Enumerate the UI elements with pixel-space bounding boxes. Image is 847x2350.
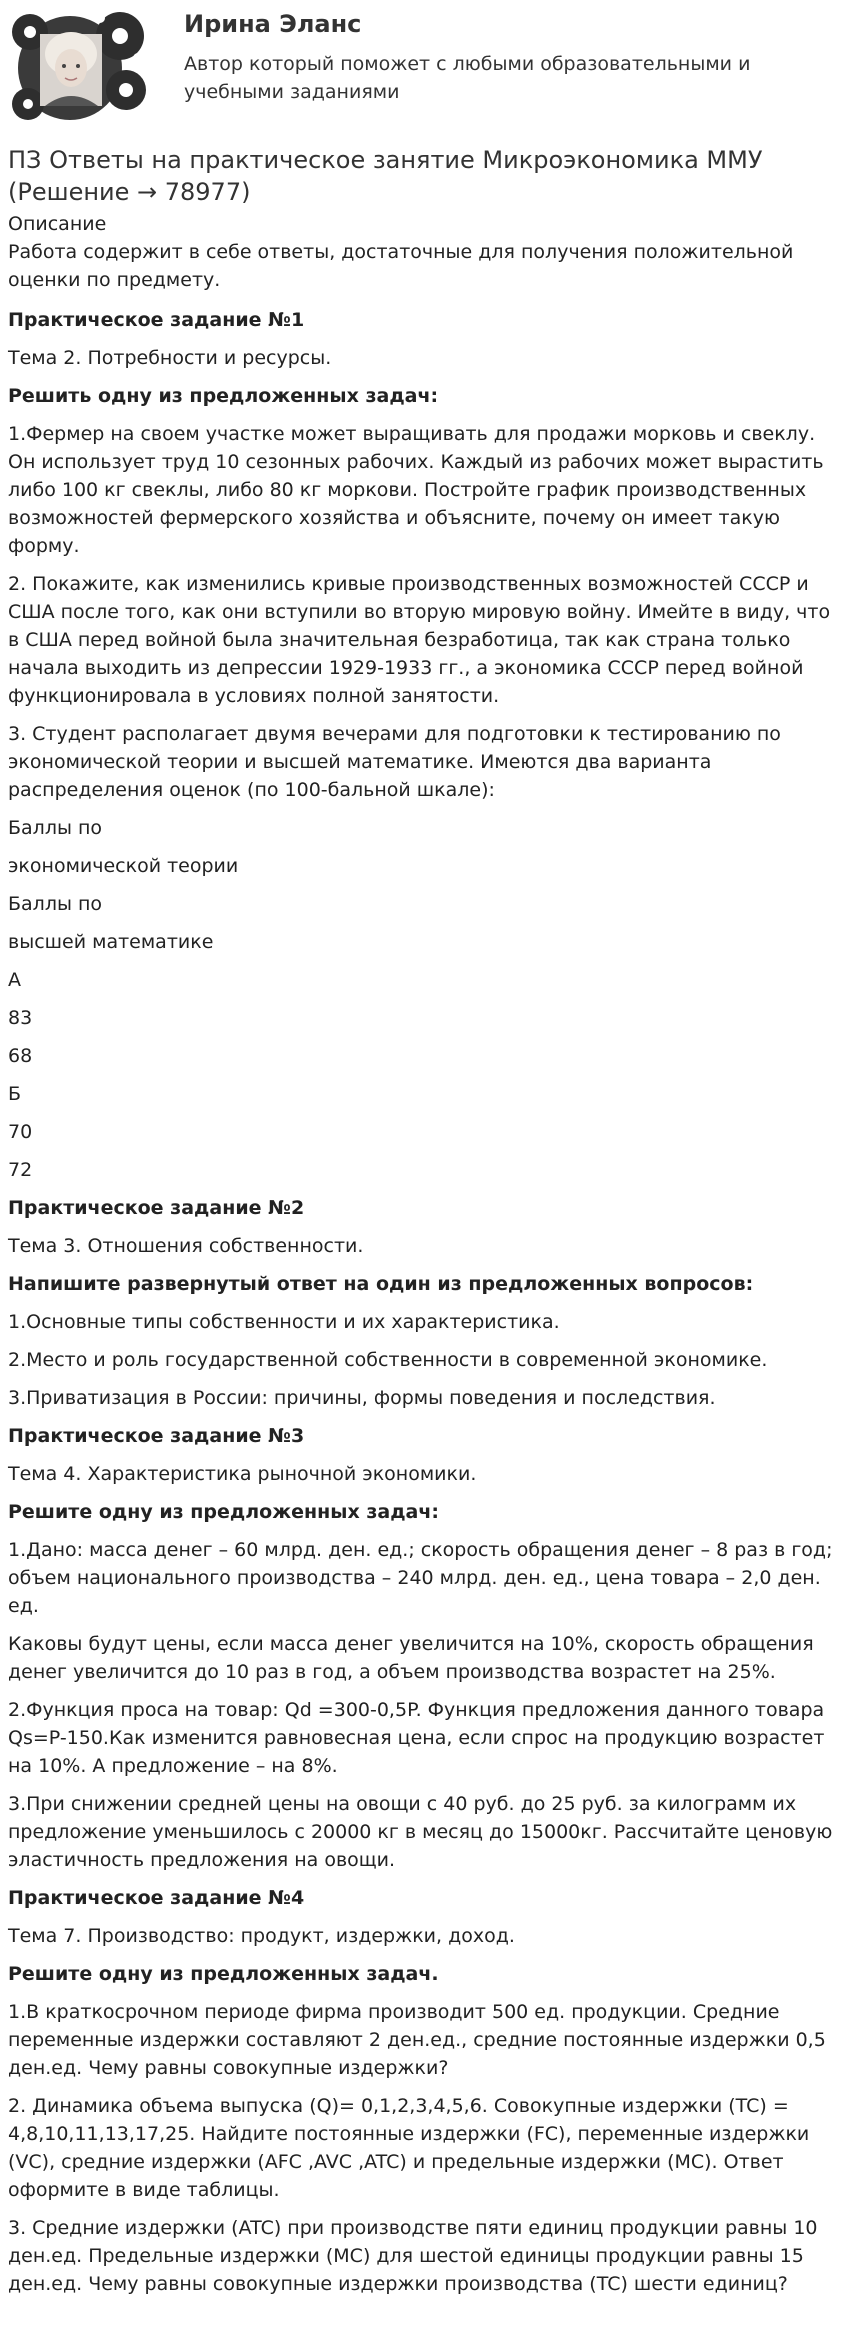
paragraph: 70 — [8, 1121, 33, 1143]
section-heading: Практическое задание №2 — [8, 1197, 305, 1219]
paragraph: Тема 2. Потребности и ресурсы. — [8, 347, 332, 369]
paragraph: экономической теории — [8, 855, 239, 877]
section-heading: Практическое задание №4 — [8, 1887, 305, 1909]
section-heading: Решить одну из предложенных задач: — [8, 385, 439, 407]
paragraph: 3. Студент располагает двумя вечерами для подготовки к тестированию по экономической теории и высшей математике. Имеются два варианта распределения оценок (по 100-бальной шкале): — [8, 723, 781, 801]
paragraph: 83 — [8, 1007, 33, 1029]
paragraph: 2.Функция проса на товар: Qd =300-0,5P. Функция предложения данного товара Qs=P-150.Как изменится равновесная цена, если спрос на продукцию возрастет на 10%. А предложение – на 8%. — [8, 1699, 825, 1777]
paragraph: 1.Основные типы собственности и их характеристика. — [8, 1311, 560, 1333]
section-heading: Практическое задание №3 — [8, 1425, 305, 1447]
paragraph: Каковы будут цены, если масса денег увеличится на 10%, скорость обращения денег увеличится до 10 раз в год, а объем производства возрастет на 25%. — [8, 1633, 814, 1683]
description-label: Описание — [8, 213, 107, 235]
paragraph: Б — [8, 1083, 22, 1105]
paragraph: Баллы по — [8, 893, 103, 915]
paragraph: 3.Приватизация в России: причины, формы поведения и последствия. — [8, 1387, 716, 1409]
paragraph: 1.Фермер на своем участке может выращивать для продажи морковь и свеклу. Он использует труд 10 сезонных рабочих. Каждый из рабочих может вырастить либо 100 кг свеклы, либо 80 кг моркови. Постройте график производственных возможностей фермерского хозяйства и объясните, почему он имеет такую форму. — [8, 423, 824, 557]
paragraph: 72 — [8, 1159, 33, 1181]
page-title: ПЗ Ответы на практическое занятие Микроэкономика ММУ (Решение → 78977) — [8, 146, 763, 206]
section-heading: Решите одну из предложенных задач. — [8, 1963, 439, 1985]
paragraph: 2. Динамика объема выпуска (Q)= 0,1,2,3,4,5,6. Совокупные издержки (TC) = 4,8,10,11,13,17,25. Найдите постоянные издержки (FC), переменные издержки (VC), средние издержки (AFC ,AVC ,ATC) и предельные издержки (MC). Ответ оформите в виде таблицы. — [8, 2095, 810, 2201]
paragraph: 2. Покажите, как изменились кривые производственных возможностей СССР и США после того, как они вступили во вторую мировую войну. Имейте в виду, что в США перед войной была значительная безработица, так как страна только начала выходить из депрессии 1929-1933 гг., а экономика СССР перед войной функционировала в условиях полной занятости. — [8, 573, 831, 707]
author-avatar[interactable] — [8, 8, 152, 124]
paragraph: Баллы по — [8, 817, 103, 839]
paragraph: Тема 3. Отношения собственности. — [8, 1235, 364, 1257]
paragraph: 3.При снижении средней цены на овощи с 40 руб. до 25 руб. за килограмм их предложение уменьшилось с 20000 кг в месяц до 15000кг. Рассчитайте ценовую эластичность предложения на овощи. — [8, 1793, 833, 1871]
author-name[interactable]: Ирина Эланс — [184, 10, 362, 38]
paragraph: 1.В краткосрочном периоде фирма производит 500 ед. продукции. Средние переменные издержки составляют 2 ден.ед., средние постоянные издержки 0,5 ден.ед. Чему равны совокупные издержки? — [8, 2001, 826, 2079]
paragraph: высшей математике — [8, 931, 214, 953]
section-heading: Решите одну из предложенных задач: — [8, 1501, 440, 1523]
paragraph: Тема 7. Производство: продукт, издержки, доход. — [8, 1925, 515, 1947]
paragraph: 68 — [8, 1045, 33, 1067]
paragraph: 1.Дано: масса денег – 60 млрд. ден. ед.; скорость обращения денег – 8 раз в год; объем национального производства – 240 млрд. ден. ед., цена товара – 2,0 ден. ед. — [8, 1539, 833, 1617]
author-card — [0, 0, 847, 128]
author-description: Автор который поможет с любыми образовательными и учебными заданиями — [184, 53, 751, 103]
task-blocks — [8, 306, 838, 2298]
paragraph: 2.Место и роль государственной собственности в современной экономике. — [8, 1349, 768, 1371]
paragraph: Тема 4. Характеристика рыночной экономики. — [8, 1463, 477, 1485]
section-heading: Практическое задание №1 — [8, 309, 305, 331]
section-heading: Напишите развернутый ответ на один из предложенных вопросов: — [8, 1273, 754, 1295]
paragraph: 3. Средние издержки (ATC) при производстве пяти единиц продукции равны 10 ден.ед. Предельные издержки (MC) для шестой единицы продукции равны 15 ден.ед. Чему равны совокупные издержки производства (TC) шести единиц? — [8, 2217, 818, 2295]
description-text: Работа содержит в себе ответы, достаточные для получения положительной оценки по предмету. — [8, 241, 794, 291]
avatar-image — [8, 8, 152, 124]
document-body — [0, 210, 846, 2298]
paragraph: А — [8, 969, 21, 991]
